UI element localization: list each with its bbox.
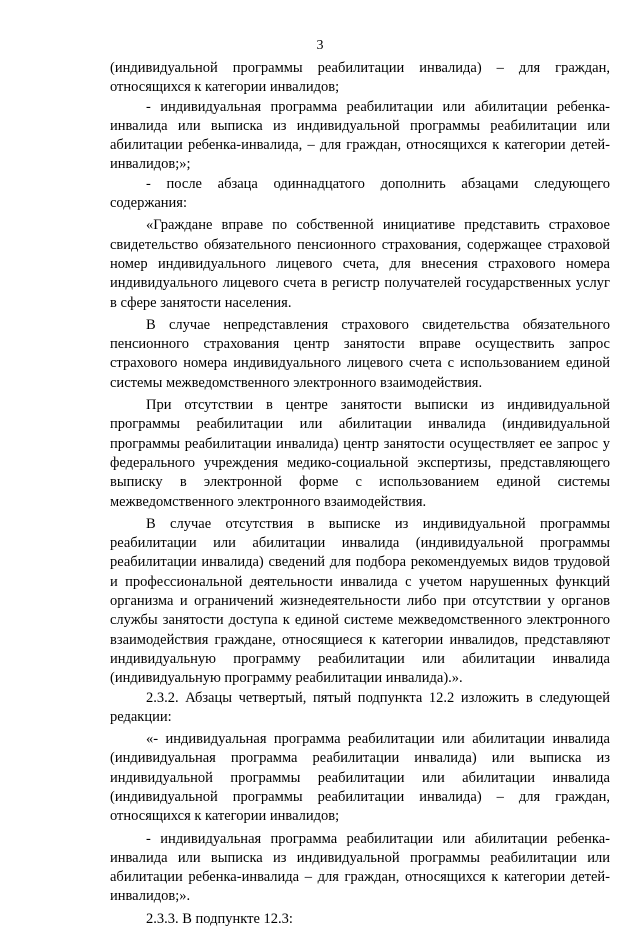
paragraph-10: - индивидуальная программа реабилитации или абилитации ребенка-инвалида или выписка из индивидуальной программы реабилитации или абилитации ребенка-инвалида – для граждан, относящихся к категории детей- инвалидов;».	[110, 830, 610, 905]
paragraph-5: В случае непредставления страхового свидетельства обязательного пенсионного страхования центр занятости вправе осуществить запрос страхового номера индивидуального лицевого счета с использованием единой системы межведомственного электронного взаимодействия.	[110, 316, 610, 391]
paragraph-6: При отсутствии в центре занятости выписки из индивидуальной программы реабилитации или абилитации инвалида (индивидуальной программы реабилитации инвалида) центр занятости осуществляет ее запрос у федерального учреждения медико-социальной экспертизы, представляющего выписку в электронной форме с использованием единой системы межведомственного электронного взаимодействия.	[110, 397, 610, 510]
document-body	[110, 59, 610, 929]
paragraph-1: (индивидуальной программы реабилитации инвалида) – для граждан, относящихся к категории инвалидов;	[110, 60, 610, 96]
paragraph-3: - после абзаца одиннадцатого дополнить абзацами следующего содержания:	[110, 175, 610, 212]
paragraph-11: 2.3.3. В подпункте 12.3:	[146, 910, 293, 927]
paragraph-2: - индивидуальная программа реабилитации или абилитации ребенка-инвалида или выписка из индивидуальной программы реабилитации или абилитации ребенка-инвалида, – для граждан, относящихся к категории детей-инвалидов;»;	[110, 98, 610, 173]
paragraph-8: 2.3.2. Абзацы четвертый, пятый подпункта 12.2 изложить в следующей редакции:	[110, 689, 610, 725]
page-number: 3	[316, 38, 324, 53]
paragraph-7: В случае отсутствия в выписке из индивидуальной программы реабилитации или абилитации инвалида (индивидуальной программы реабилитации инвалида) сведений для подбора рекомендуемых видов трудовой и профессиональной деятельности инвалида с учетом нарушенных функций организма и ограничений жизнедеятельности либо при отсутствии у органов службы занятости доступа к единой системе межведомственного электронного взаимодействия граждане, относящиеся к категории инвалидов, представляют индивидуальную программу реабилитации или абилитации инвалида (индивидуальную программу реабилитации инвалида).».	[110, 515, 610, 687]
paragraph-4: «Граждане вправе по собственной инициативе представить страховое свидетельство обязательного пенсионного страхования, содержащее страховой номер индивидуального лицевого счета, для внесения страхового номера индивидуального лицевого счета в регистр получателей государственных услуг в сфере занятости населения.	[110, 217, 610, 311]
paragraph-9: «- индивидуальная программа реабилитации или абилитации инвалида (индивидуальная программа реабилитации инвалида) или выписка из индивидуальной программы реабилитации или абилитации инвалида (индивидуальной программы реабилитации инвалида) – для граждан, относящихся к категории инвалидов;	[110, 731, 610, 825]
